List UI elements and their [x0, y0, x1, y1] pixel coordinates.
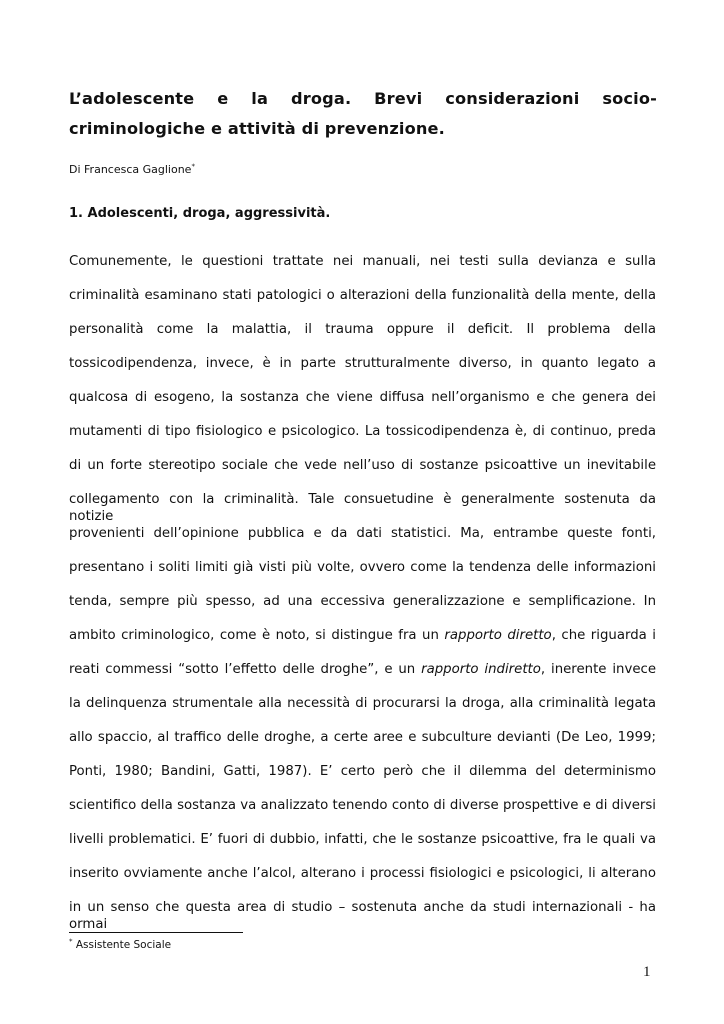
italic-term: rapporto diretto: [444, 628, 552, 643]
text-line: [69, 457, 656, 491]
text-segment: in un senso che questa area di studio – sostenuta anche da studi internazionali - ha ormai: [69, 900, 656, 932]
text-line: [69, 253, 656, 287]
text-segment: personalità come la malattia, il trauma oppure il deficit. Il problema della: [69, 322, 656, 337]
section-heading: 1. Adolescenti, droga, aggressività.: [69, 206, 331, 221]
text-line: [69, 627, 656, 661]
text-line: [69, 797, 656, 831]
text-segment: la delinquenza strumentale alla necessità di procurarsi la droga, alla criminalità legata: [69, 696, 656, 711]
footnote-text: Assistente Sociale: [75, 939, 172, 951]
text-segment: presentano i soliti limiti già visti più volte, ovvero come la tendenza delle informazioni: [69, 560, 656, 575]
text-segment: tenda, sempre più spesso, ad una eccessiva generalizzazione e semplificazione. In: [69, 594, 656, 609]
body-paragraph: [69, 253, 656, 933]
page-number: 1: [643, 964, 651, 980]
text-segment: , che riguarda i: [551, 628, 656, 643]
text-segment: livelli problematici. E’ fuori di dubbio, infatti, che le sostanze psicoattive, fra le quali va: [69, 832, 656, 847]
text-segment: reati commessi “sotto l’effetto delle droghe”, e un: [69, 662, 422, 677]
text-line: [69, 831, 656, 865]
text-line: [69, 763, 656, 797]
text-line: [69, 729, 656, 763]
text-line: [69, 321, 656, 355]
text-line: [69, 389, 656, 423]
text-line: [69, 525, 656, 559]
author-line: [69, 162, 195, 178]
text-line: [69, 695, 656, 729]
text-segment: ambito criminologico, come è noto, si distingue fra un: [69, 628, 445, 643]
text-line: [69, 559, 656, 593]
footnote-marker: *: [69, 937, 73, 946]
author-name: Di Francesca Gaglione: [69, 163, 192, 176]
text-line: [69, 899, 656, 933]
text-segment: di un forte stereotipo sociale che vede nell’uso di sostanze psicoattive un inevitabile: [69, 458, 656, 473]
footnote: [69, 938, 171, 952]
text-segment: collegamento con la criminalità. Tale consuetudine è generalmente sostenuta da notizie: [69, 492, 656, 524]
italic-term: rapporto indiretto: [421, 662, 541, 677]
text-line: [69, 355, 656, 389]
footnote-reference-marker: *: [191, 162, 195, 171]
text-segment: tossicodipendenza, invece, è in parte strutturalmente diverso, in quanto legato a: [69, 356, 656, 371]
text-segment: mutamenti di tipo fisiologico e psicologico. La tossicodipendenza è, di continuo, preda: [69, 424, 656, 439]
text-segment: inserito ovviamente anche l’alcol, alterano i processi fisiologici e psicologici, li alterano: [69, 866, 656, 881]
text-segment: , inerente invece: [540, 662, 657, 677]
text-line: [69, 865, 656, 899]
text-line: [69, 287, 656, 321]
text-segment: qualcosa di esogeno, la sostanza che viene diffusa nell’organismo e che genera dei: [69, 390, 656, 405]
text-segment: provenienti dell’opinione pubblica e da dati statistici. Ma, entrambe queste fonti,: [69, 526, 656, 541]
text-segment: allo spaccio, al traffico delle droghe, a certe aree e subculture devianti (De Leo, 1999;: [69, 730, 656, 745]
text-line: [69, 661, 656, 695]
text-line: [69, 593, 656, 627]
text-line: [69, 423, 656, 457]
document-title: L’adolescente e la droga. Brevi considerazioni socio-criminologiche e attività di prevenzione.: [69, 89, 657, 138]
text-segment: scientifico della sostanza va analizzato tenendo conto di diverse prospettive e di diversi: [69, 798, 656, 813]
text-segment: Comunemente, le questioni trattate nei manuali, nei testi sulla devianza e sulla: [69, 254, 656, 269]
footnote-divider: [69, 932, 243, 933]
text-line: [69, 491, 656, 525]
text-segment: Ponti, 1980; Bandini, Gatti, 1987). E’ certo però che il dilemma del determinismo: [69, 764, 656, 779]
text-segment: criminalità esaminano stati patologici o alterazioni della funzionalità della mente, della: [69, 288, 656, 303]
